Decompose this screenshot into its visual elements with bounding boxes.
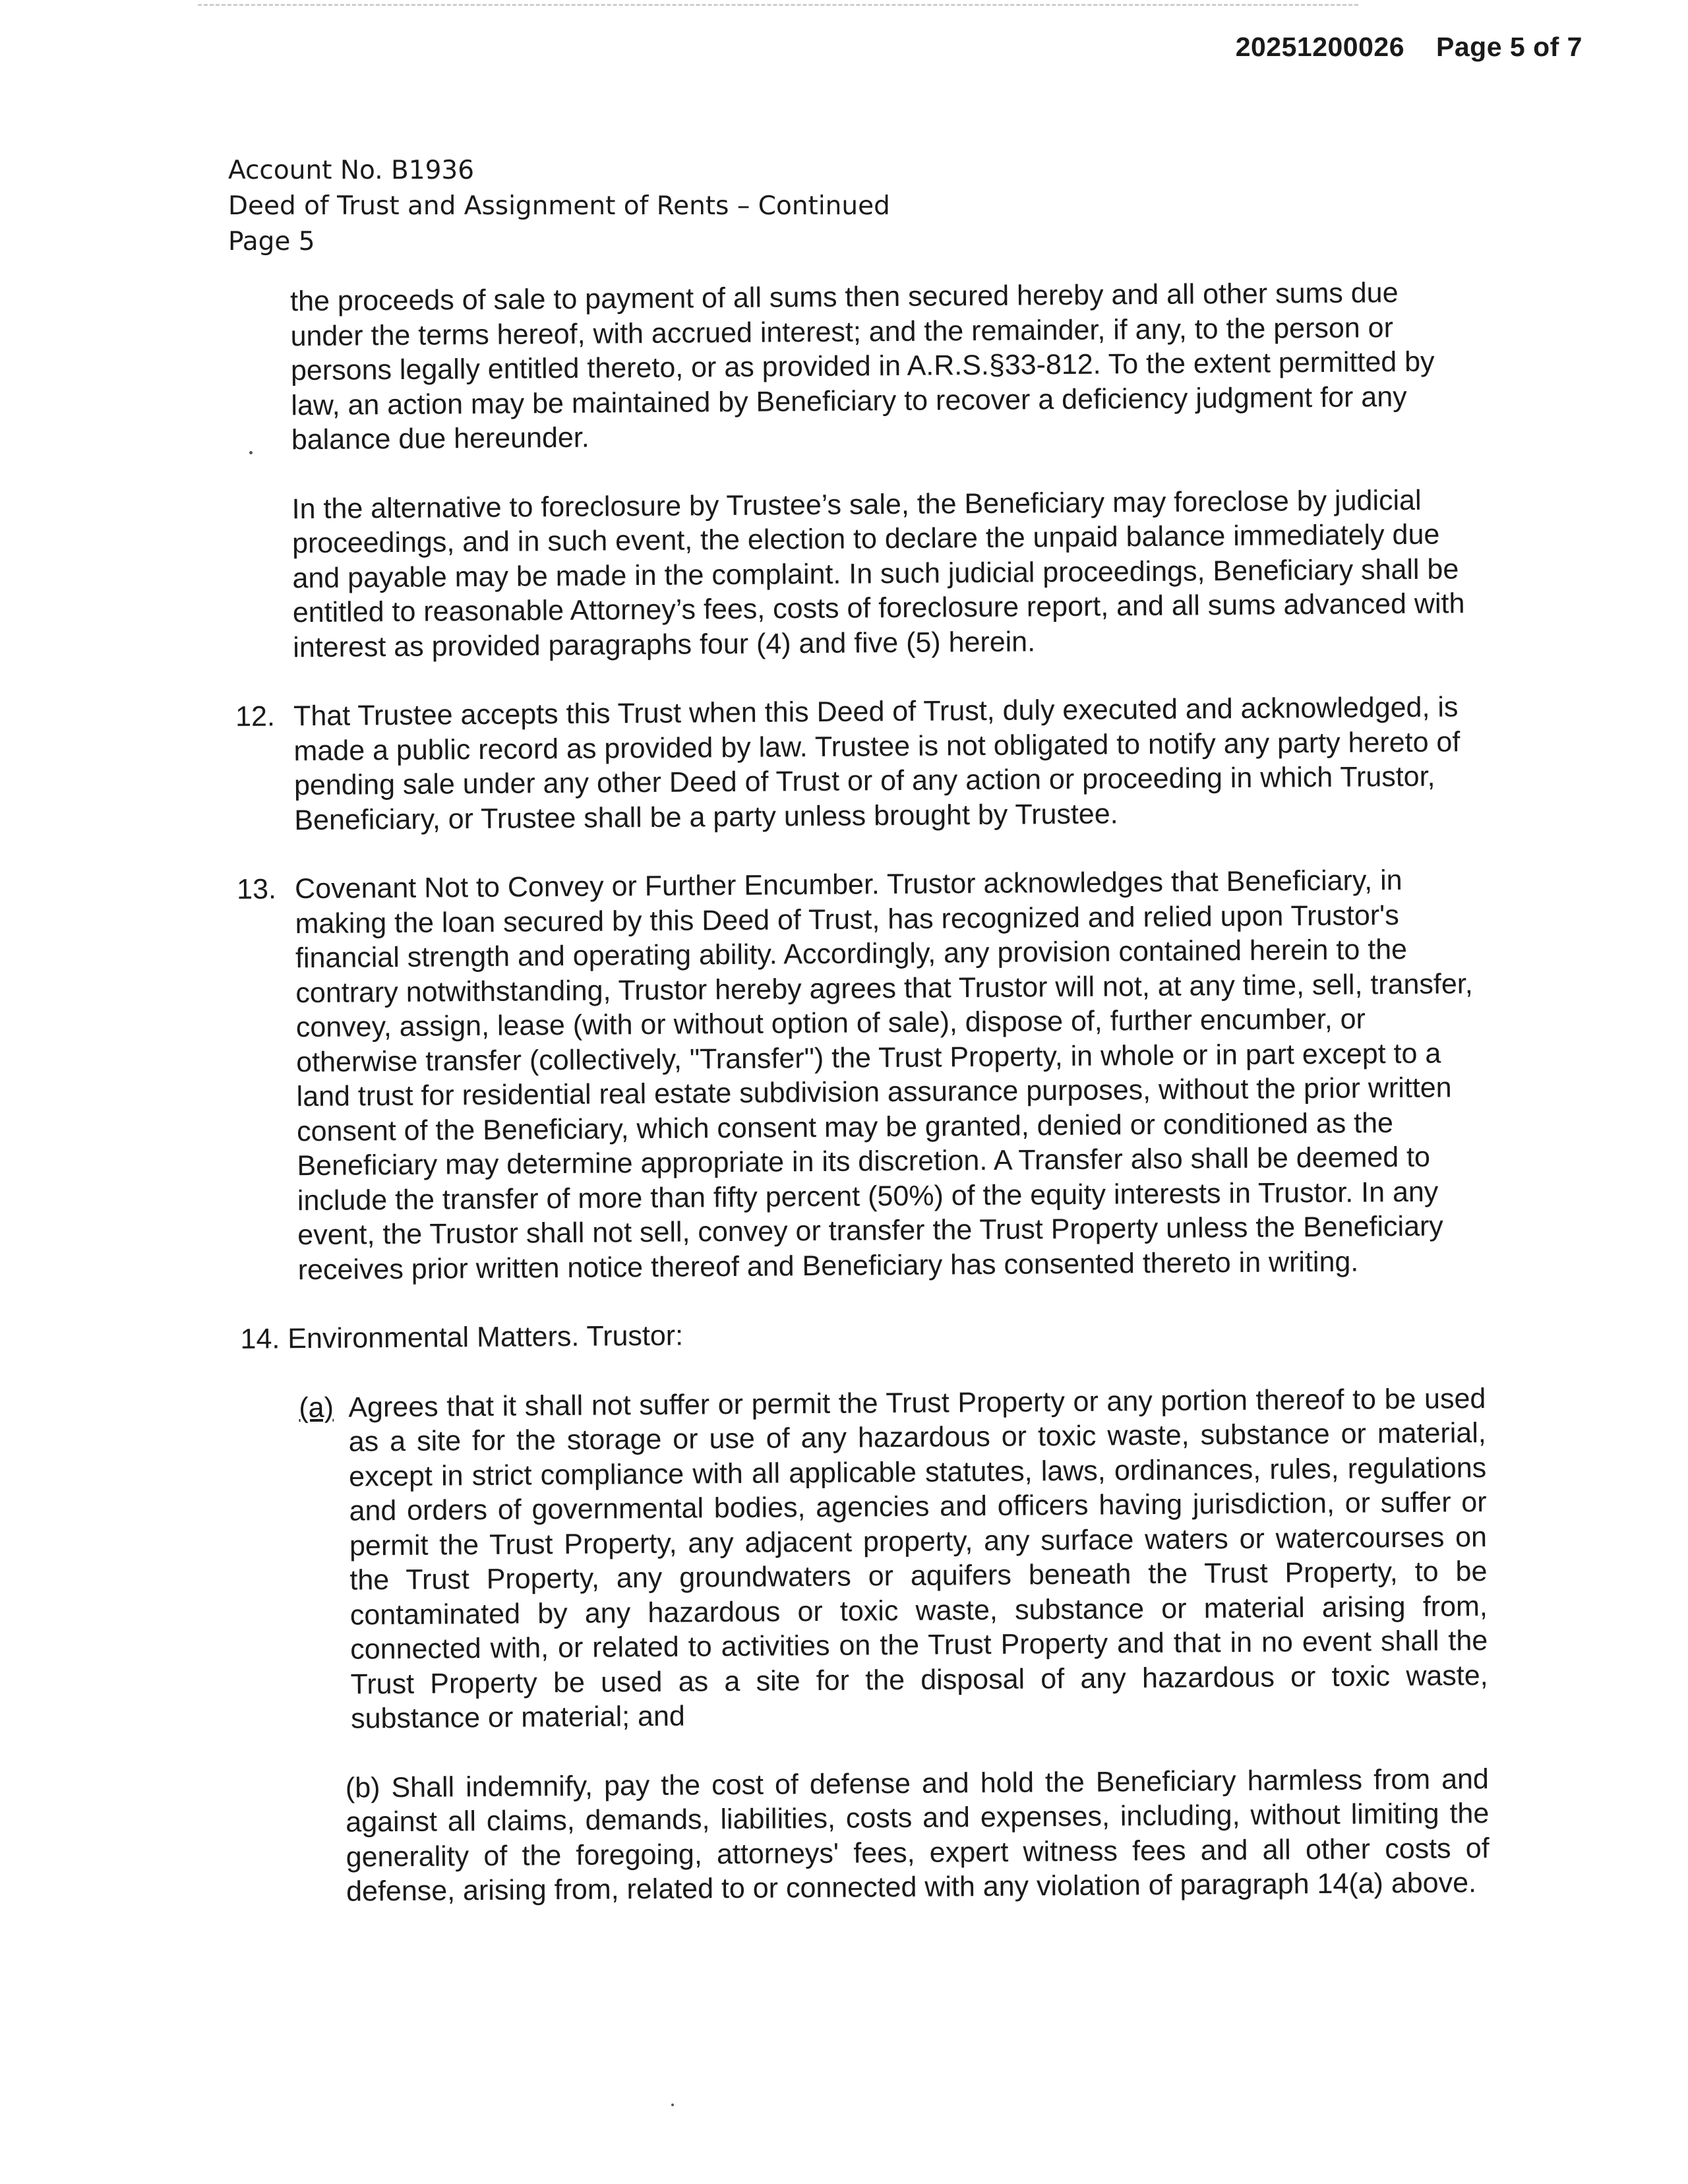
- paragraph-11-alternative: In the alternative to foreclosure by Trustee’s sale, the Beneficiary may foreclose by judicial proceedings, and in such event, the election to declare the unpaid balance immediately due and payable may be made in the complaint. In such judicial proceedings, Beneficiary shall be entitled to reasonable Attorney’s fees, costs of foreclosure report, and all sums advanced with interest as provided paragraphs four (4) and five (5) herein.: [291, 484, 1465, 663]
- paragraph-14a-label: (a): [299, 1391, 334, 1424]
- scan-speck: [671, 2104, 674, 2106]
- paragraph-12: [227, 690, 1482, 838]
- paragraph-14-heading: 14. Environmental Matters. Trustor:: [240, 1320, 684, 1355]
- paragraph-12-text: That Trustee accepts this Trust when this Deed of Trust, duly executed and acknowledged, is made a public record as provided by law. Trustee is not obligated to notify any party hereto of pending sale under any other Deed of Trust or of any action or proceeding in which Trustor, Beneficiary, or Trustee shall be a party unless brought by Trustee.: [293, 691, 1461, 836]
- paragraph-13-text: Covenant Not to Convey or Further Encumber. Trustor acknowledges that Beneficiary, in making the loan secured by this Deed of Trust, has recognized and relied upon Trustor's financial strength and operating ability. Accordingly, any provision contained herein to the contrary notwithstanding, Trustor hereby agrees that Trustor will not, at any time, sell, transfer, convey, assign, lease (with or without option of sale), dispose of, further encumber, or otherwise transfer (collectively, "Transfer") the Trust Property, in whole or in part except to a land trust for residential real estate subdivision assurance purposes, without the prior written consent of the Beneficiary, which consent may be granted, denied or conditioned as the Beneficiary may determine appropriate in its discretion. A Transfer also shall be deemed to include the transfer of more than fifty percent (50%) of the equity interests in Trustor. In any event, the Trustor shall not sell, convey or transfer the Trust Property unless the Beneficiary receives prior written notice thereof and Beneficiary has consented thereto in writing.: [295, 864, 1473, 1286]
- document-body: [224, 275, 1490, 1910]
- paragraph-12-number: 12.: [235, 700, 276, 733]
- paragraph-13-number: 13.: [237, 873, 277, 905]
- paragraph-14b: (b) Shall indemnify, pay the cost of defense and hold the Beneficiary harmless from and against all claims, demands, liabilities, costs and expenses, including, without limiting the generality of the foregoing, attorneys' fees, expert witness fees and all other costs of defense, arising from, related to or connected with any violation of paragraph 14(a) above.: [345, 1763, 1490, 1908]
- scan-edge-artifact: [198, 4, 1358, 9]
- page-count: Page 5 of 7: [1436, 32, 1582, 62]
- account-number: Account No. B1936: [228, 156, 475, 185]
- document-title: Deed of Trust and Assignment of Rents – Continued: [228, 191, 890, 221]
- recording-stamp: [1236, 32, 1582, 63]
- document-header: [228, 153, 890, 260]
- paragraph-11-continued: the proceeds of sale to payment of all sums then secured hereby and all other sums due under the terms hereof, with accrued interest; and the remainder, if any, to the person or persons legally entitled thereto, or as provided in A.R.S.§33-812. To the extent permitted by law, an action may be maintained by Beneficiary to recover a deficiency judgment for any balance due hereunder.: [290, 277, 1435, 456]
- paragraph-14a-text: Agrees that it shall not suffer or permit the Trust Property or any portion thereof to be used as a site for the storage or use of any hazardous or toxic waste, substance or material, except in strict compliance with all applicable statutes, laws, ordinances, rules, regulations and orders of governmental bodies, agencies and officers having jurisdiction, or suffer or permit the Trust Property, any adjacent property, any surface waters or watercourses on the Trust Property, any groundwaters or aquifers beneath the Trust Property, to be contaminated by any hazardous or toxic waste, substance or material arising from, connected with, or related to activities on the Trust Property and that in no event shall the Trust Property be used as a site for the disposal of any hazardous or toxic waste, substance or material; and: [348, 1382, 1488, 1735]
- page-number: Page 5: [228, 227, 315, 257]
- paragraph-13: [229, 863, 1485, 1288]
- paragraph-14a: [299, 1381, 1488, 1737]
- recording-number: 20251200026: [1235, 32, 1405, 62]
